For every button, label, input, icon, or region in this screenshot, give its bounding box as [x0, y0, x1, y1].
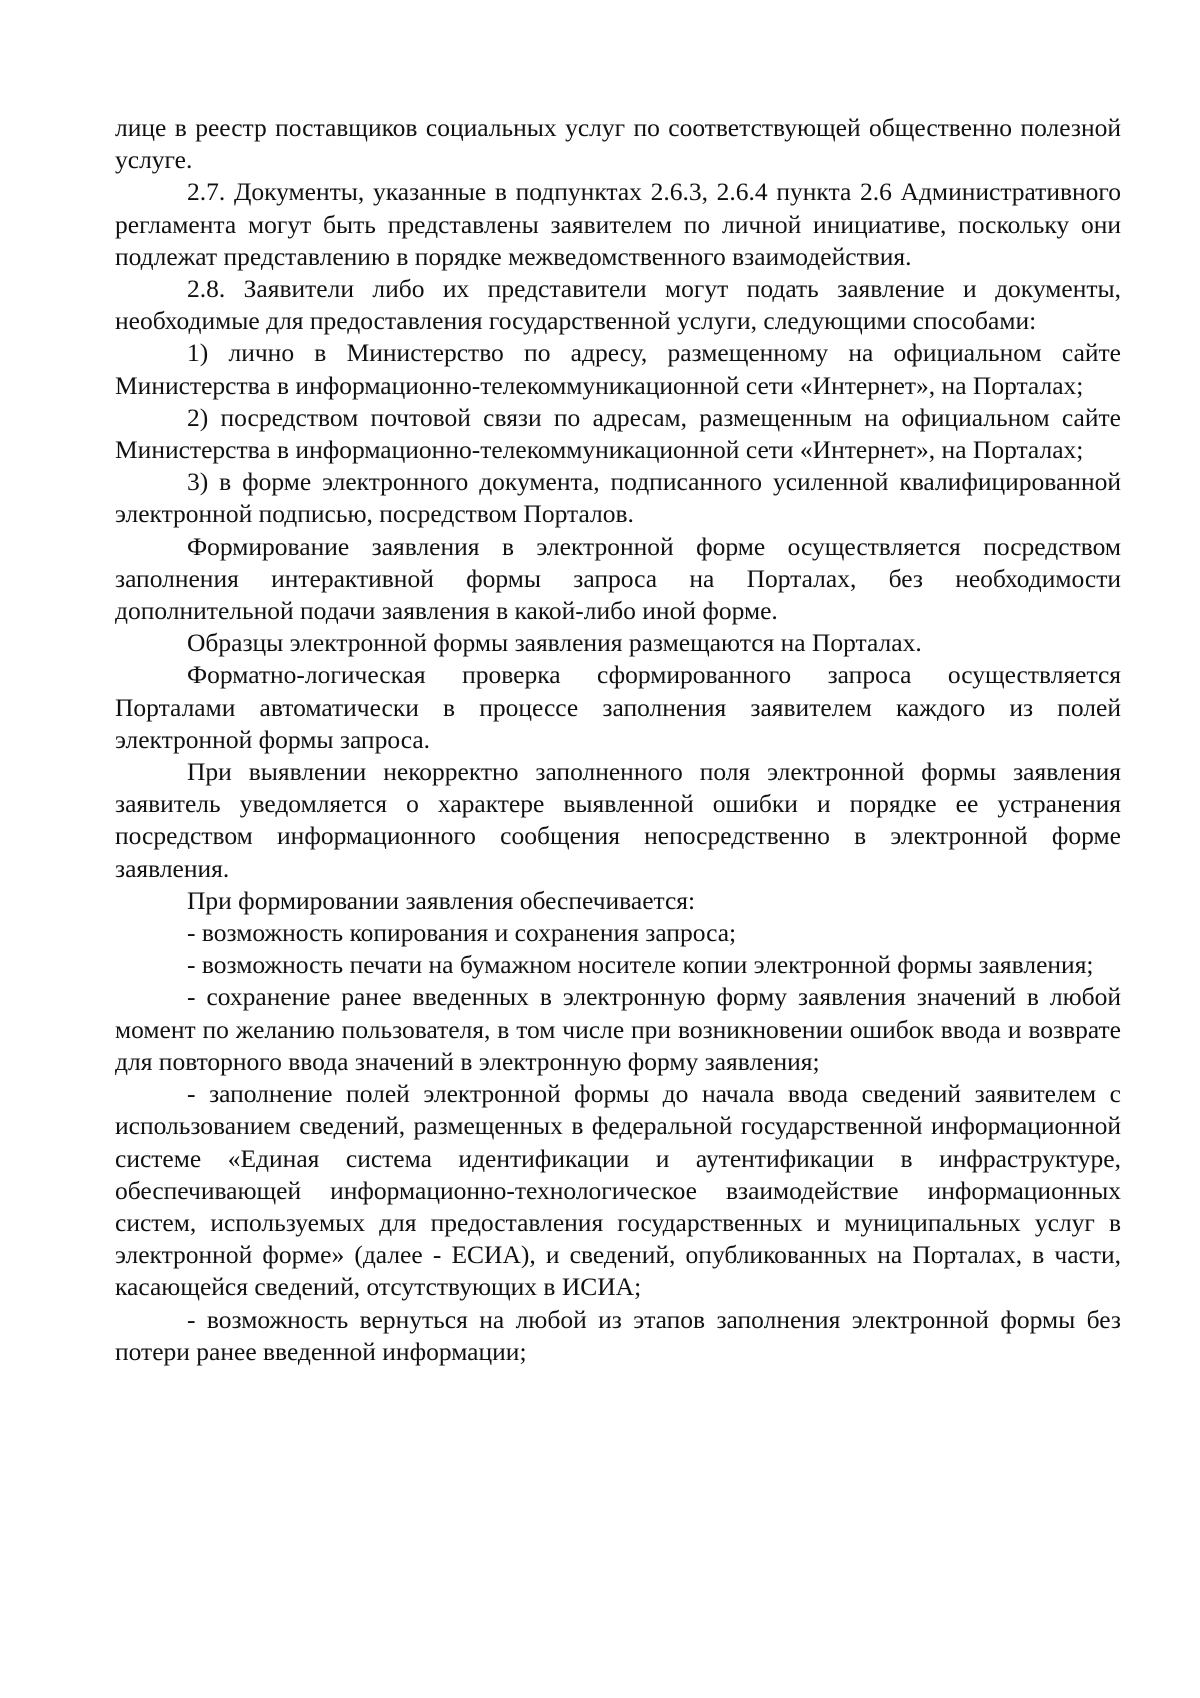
bullet-prefill-esia: - заполнение полей электронной формы до начала ввода сведений заявителем с использованием сведений, размещенных в федеральной государственной информационной системе «Единая система идентификации и аутентификации в инфраструктуре, обеспечивающей информационно-технологическое взаимодействие информационных систем, используемых для предоставления государственных и муниципальных услуг в электронной форме» (далее - ЕСИА), и сведений, опубликованных на Порталах, в части, касающейся сведений, отсутствующих в ИСИА; — [115, 1079, 1121, 1302]
bullet-save-values: - сохранение ранее введенных в электронную форму заявления значений в любой момент по желанию пользователя, в том числе при возникновении ошибок ввода и возврате для повторного ввода значений в электронную форму заявления; — [115, 982, 1121, 1076]
paragraph-electronic-form: Формирование заявления в электронной форме осуществляется посредством заполнения интерактивной формы запроса на Порталах, без необходимости дополнительной подачи заявления в какой-либо иной форме. — [115, 531, 1121, 626]
list-item-2: 2) посредством почтовой связи по адресам, размещенным на официальном сайте Министерства в информационно-телекоммуникационной сети «Интернет», на Порталах; — [115, 402, 1121, 465]
paragraph-continuation: лице в реестр поставщиков социальных услуг по соответствующей общественно полезной услуге. — [115, 113, 1121, 175]
bullet-return-steps: - возможность вернуться на любой из этапов заполнения электронной формы без потери ранее введенной информации; — [115, 1304, 1121, 1366]
paragraph-samples: Образцы электронной формы заявления размещаются на Порталах. — [187, 628, 922, 658]
paragraph-2-7: 2.7. Документы, указанные в подпунктах 2.6.3, 2.6.4 пункта 2.6 Административного регламента могут быть представлены заявителем по личной инициативе, поскольку они подлежат представлению в порядке межведомственного взаимодействия. — [115, 177, 1121, 271]
paragraph-provided: При формировании заявления обеспечивается: — [187, 885, 696, 915]
document-body — [115, 112, 1121, 1368]
paragraph-format-check: Форматно-логическая проверка сформированного запроса осуществляется Порталами автоматически в процессе заполнения заявителем каждого из полей электронной формы запроса. — [115, 660, 1121, 754]
list-item-3: 3) в форме электронного документа, подписанного усиленной квалифицированной электронной подписью, посредством Порталов. — [115, 467, 1121, 529]
paragraph-error-notice: При выявлении некорректно заполненного поля электронной формы заявления заявитель уведомляется о характере выявленной ошибки и порядке ее устранения посредством информационного сообщения непосредственно в электронной форме заявления. — [115, 757, 1121, 883]
list-item-1: 1) лично в Министерство по адресу, размещенному на официальном сайте Министерства в информационно-телекоммуникационной сети «Интернет», на Порталах; — [115, 338, 1121, 400]
paragraph-2-8: 2.8. Заявители либо их представители могут подать заявление и документы, необходимые для предоставления государственной услуги, следующими способами: — [115, 274, 1121, 336]
bullet-copy-save: - возможность копирования и сохранения запроса; — [187, 918, 737, 948]
bullet-print: - возможность печати на бумажном носителе копии электронной формы заявления; — [187, 950, 1094, 980]
